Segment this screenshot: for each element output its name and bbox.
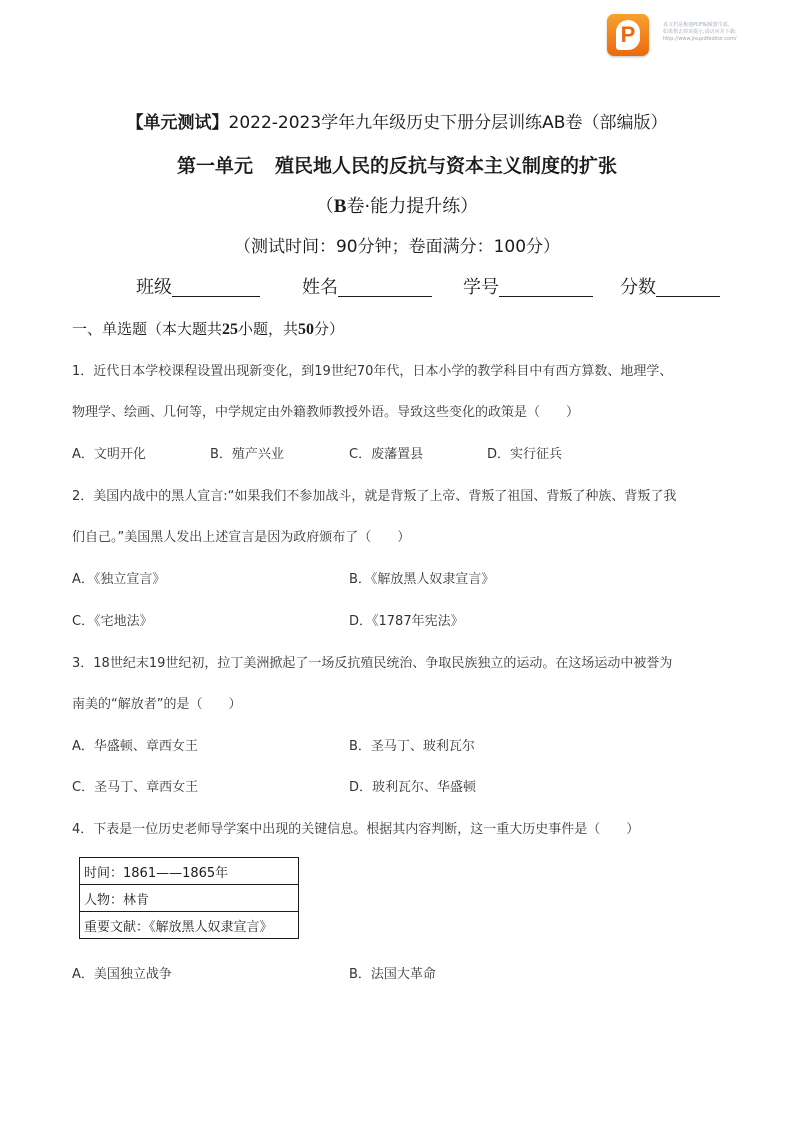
question-1-option-a[interactable]: A．文明开化 (72, 447, 146, 462)
table-cell: 重要文献：《解放黑人奴隶宣言》 (80, 912, 299, 939)
table-row (80, 858, 299, 885)
watermark-link[interactable]: http://www.jisupdfeditor.com/ (663, 36, 737, 42)
question-1-option-c[interactable]: C．废藩置县 (349, 447, 424, 462)
question-3-option-a[interactable]: A．华盛顿、章西女王 (72, 739, 198, 754)
section-heading: 一、单选题（本大题共25小题，共50分） (72, 320, 345, 338)
question-3-text: 南美的“解放者”的是（ ） (72, 697, 242, 712)
question-2-option-a[interactable]: A．《独立宣言》 (72, 572, 166, 587)
question-3-option-b[interactable]: B．圣马丁、玻利瓦尔 (349, 739, 475, 754)
table-row (80, 912, 299, 939)
question-4-option-a[interactable]: A．美国独立战争 (72, 967, 172, 982)
document-title: 【单元测试】2022-2023学年九年级历史下册分层训练AB卷（部编版） (126, 113, 668, 133)
watermark-notice (663, 22, 773, 43)
question-2-text: 2．美国内战中的黑人宣言:“如果我们不参加战斗，就是背叛了上帝、背叛了祖国、背叛了种族、背叛了我 (72, 489, 677, 504)
class-field: 班级 (136, 273, 260, 299)
question-1-option-b[interactable]: B．殖产兴业 (210, 447, 284, 462)
question-1-text: 1．近代日本学校课程设置出现新变化，到19世纪70年代，日本小学的教学科目中有西方算数、地理学、 (72, 364, 673, 379)
question-2-option-b[interactable]: B．《解放黑人奴隶宣言》 (349, 572, 495, 587)
question-1-option-d[interactable]: D．实行征兵 (487, 447, 563, 462)
table-cell: 时间：1861——1865年 (80, 858, 299, 885)
table-cell: 人物：林肯 (80, 885, 299, 912)
unit-title: 第一单元 殖民地人民的反抗与资本主义制度的扩张 (176, 155, 618, 177)
question-4-text: 4．下表是一位历史老师导学案中出现的关键信息。根据其内容判断，这一重大历史事件是（ ） (72, 822, 640, 837)
pdf-editor-logo-icon: P (607, 14, 649, 56)
score-field: 分数 (620, 273, 720, 299)
question-1-text: 物理学、绘画、几何等，中学规定由外籍教师教授外语。导致这些变化的政策是（ ） (72, 405, 580, 420)
question-2-option-c[interactable]: C．《宅地法》 (72, 614, 153, 629)
question-4-info-table (79, 857, 299, 939)
student-number-field: 学号 (463, 273, 593, 299)
question-3-option-c[interactable]: C．圣马丁、章西女王 (72, 780, 199, 795)
name-field: 姓名 (302, 273, 432, 299)
watermark-line: 该文档是极速PDF编辑器生成, (663, 22, 730, 28)
question-4-option-b[interactable]: B．法国大革命 (349, 967, 436, 982)
question-3-option-d[interactable]: D．玻利瓦尔、华盛顿 (349, 780, 477, 795)
table-row (80, 885, 299, 912)
question-2-text: 们自己。”美国黑人发出上述宣言是因为政府颁布了（ ） (72, 530, 411, 545)
test-info: （测试时间：90分钟；卷面满分：100分） (233, 237, 561, 257)
question-3-text: 3．18世纪末19世纪初，拉丁美洲掀起了一场反抗殖民统治、争取民族独立的运动。在这场运动中被誉为 (72, 656, 673, 671)
paper-level: （B卷·能力提升练） (315, 196, 479, 217)
watermark-line: 如果想去掉该提示,请访问并下载: (663, 29, 737, 35)
question-2-option-d[interactable]: D．《1787年宪法》 (349, 614, 464, 629)
